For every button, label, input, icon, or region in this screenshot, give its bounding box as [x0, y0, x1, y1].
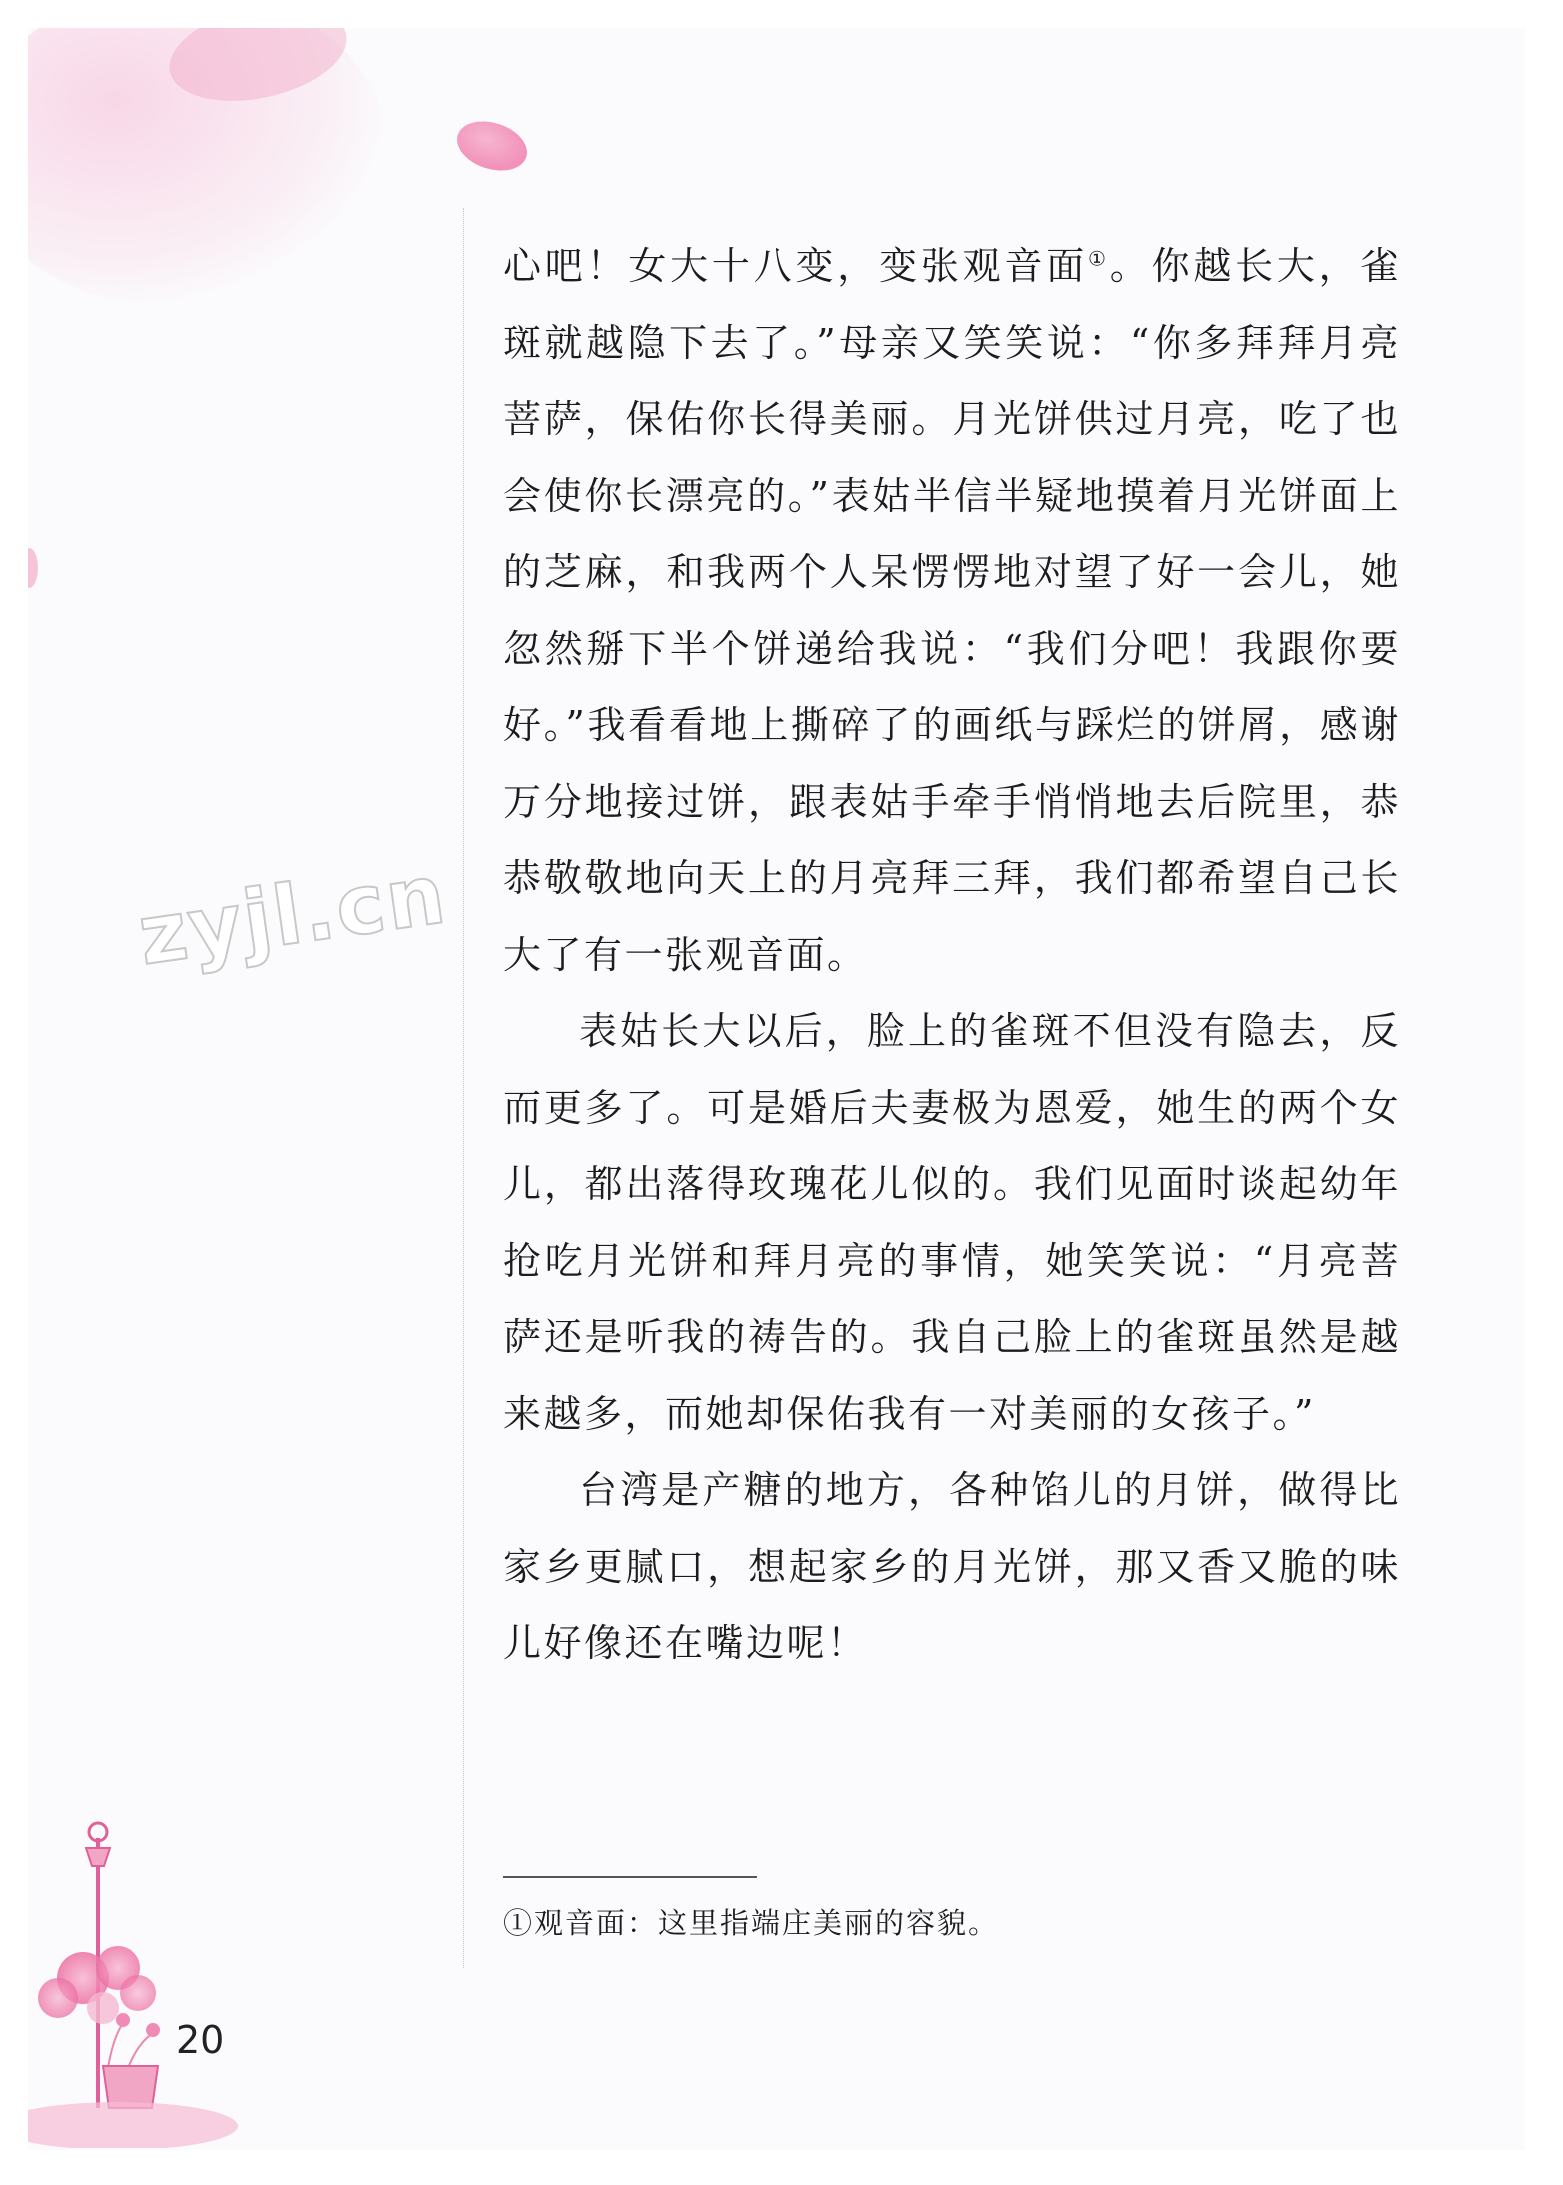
flower-lamp-decoration — [28, 1808, 248, 2148]
footnote-reference[interactable]: ① — [1088, 246, 1110, 271]
paragraph-2: 表姑长大以后，脸上的雀斑不但没有隐去，反而更多了。可是婚后夫妻极为恩爱，她生的两个女儿，都出落得玫瑰花儿似的。我们见面时谈起幼年抢吃月光饼和拜月亮的事情，她笑笑说：“月亮菩萨还是听我的祷告的。我自己脸上的雀斑虽然是越来越多，而她却保佑我有一对美丽的女孩子。” — [503, 1009, 1401, 1436]
footnote-divider — [503, 1876, 757, 1878]
body-text — [503, 228, 1401, 1682]
watermark: zyjl.cn — [132, 846, 453, 985]
page-number: 20 — [176, 2018, 225, 2062]
paragraph-1-text-after: 。你越长大，雀斑就越隐下去了。”母亲又笑笑说：“你多拜拜月亮菩萨，保佑你长得美丽。月光饼供过月亮，吃了也会使你长漂亮的。”表姑半信半疑地摸着月光饼面上的芝麻，和我两个人呆愣愣地对望了好一会儿，她忽然掰下半个饼递给我说：“我们分吧！我跟你要好。”我看看地上撕碎了的画纸与踩烂的饼屑，感谢万分地接过饼，跟表姑手牵手悄悄地去后院里，恭恭敬敬地向天上的月亮拜三拜，我们都希望自己长大了有一张观音面。 — [503, 244, 1401, 977]
margin-divider — [463, 208, 464, 1968]
footnote: ①观音面：这里指端庄美丽的容貌。 — [503, 1906, 1000, 1940]
paragraph-3: 台湾是产糖的地方，各种馅儿的月饼，做得比家乡更腻口，想起家乡的月光饼，那又香又脆的味儿好像还在嘴边呢！ — [503, 1468, 1401, 1665]
book-page — [28, 28, 1525, 2150]
petal-decoration-drop — [451, 113, 534, 179]
paragraph-1 — [503, 228, 1401, 993]
paragraph-1-text-before: 心吧！女大十八变，变张观音面 — [503, 244, 1089, 288]
petal-decoration-side — [28, 548, 38, 588]
